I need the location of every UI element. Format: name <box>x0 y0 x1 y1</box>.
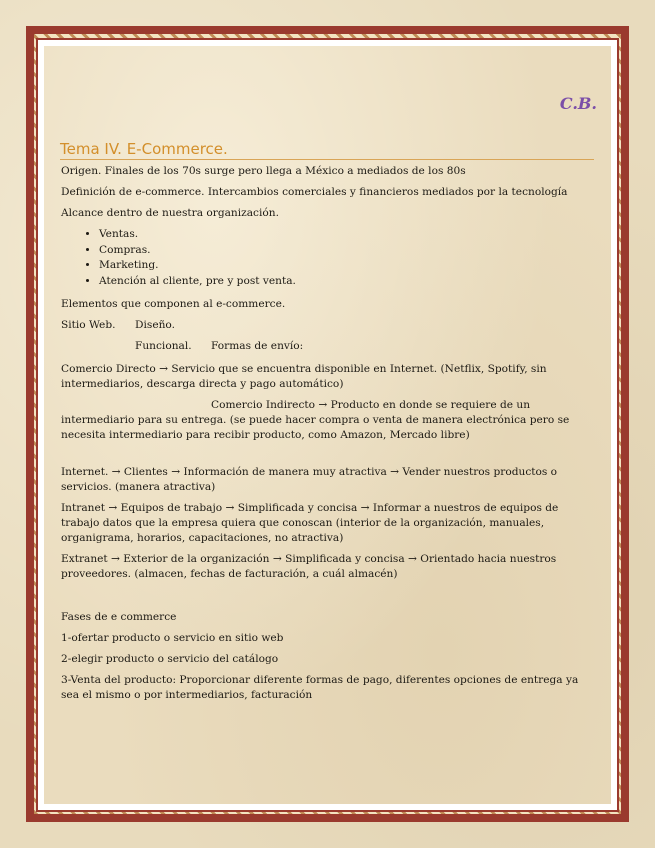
phases-heading: Fases de e commerce <box>61 611 177 623</box>
page-title: Tema IV. E-Commerce. <box>60 140 594 160</box>
website-row <box>61 318 595 335</box>
intranet-paragraph: Intranet → Equipos de trabajo → Simplificada y concisa → Informar a nuestros de equipos de trabajo datos que la empresa quiera que conoscan (interior de la organización, manuales, organigrama, horarios, capacitaciones, no atractiva) <box>61 502 559 544</box>
elements-heading: Elementos que componen al e-commerce. <box>61 298 286 310</box>
list-item: • Atención al cliente, pre y post venta. <box>99 274 595 290</box>
shipping-label: Formas de envío: <box>211 340 304 352</box>
origin-paragraph: Origen. Finales de los 70s surge pero llega a México a mediados de los 80s <box>61 165 466 177</box>
document-body <box>61 164 595 709</box>
indirect-commerce-start: Comercio Indirecto → Producto en donde se requiere de un <box>211 399 531 411</box>
spacer <box>61 588 595 610</box>
spacer <box>61 443 595 465</box>
phase-item: 2-elegir producto o servicio del catálogo <box>61 653 279 665</box>
indirect-commerce <box>61 398 595 443</box>
phase-item: 1-ofertar producto o servicio en sitio web <box>61 632 284 644</box>
list-item: • Compras. <box>99 243 595 259</box>
functional-row <box>61 339 595 356</box>
website-label: Sitio Web. <box>61 319 116 331</box>
list-item: • Marketing. <box>99 258 595 274</box>
definition-paragraph: Definición de e-commerce. Intercambios comerciales y financieros mediados por la tecnología <box>61 186 568 198</box>
internet-paragraph: Internet. → Clientes → Información de manera muy atractiva → Vender nuestros productos o servicios. (manera atractiva) <box>61 466 558 493</box>
list-item: • Ventas. <box>99 227 595 243</box>
design-label: Diseño. <box>135 319 175 331</box>
direct-commerce: Comercio Directo → Servicio que se encuentra disponible en Internet. (Netflix, Spotify, sin intermediarios, descarga directa y pago automático) <box>61 363 547 390</box>
scope-list <box>61 227 595 289</box>
phase-item: 3-Venta del producto: Proporcionar diferente formas de pago, diferentes opciones de entrega ya sea el mismo o por intermediarios, facturación <box>61 674 579 701</box>
extranet-paragraph: Extranet → Exterior de la organización → Simplificada y concisa → Orientado hacia nuestros proveedores. (almacen, fechas de facturación, a cuál almacén) <box>61 553 557 580</box>
scope-paragraph: Alcance dentro de nuestra organización. <box>61 207 279 219</box>
indirect-commerce-rest: intermediario para su entrega. (se puede hacer compra o venta de manera electrónica pero se necesita intermediario para recibir producto, como Amazon, Mercado libre) <box>61 414 570 441</box>
functional-label: Funcional. <box>135 340 192 352</box>
author-initials: C.B. <box>559 94 597 113</box>
